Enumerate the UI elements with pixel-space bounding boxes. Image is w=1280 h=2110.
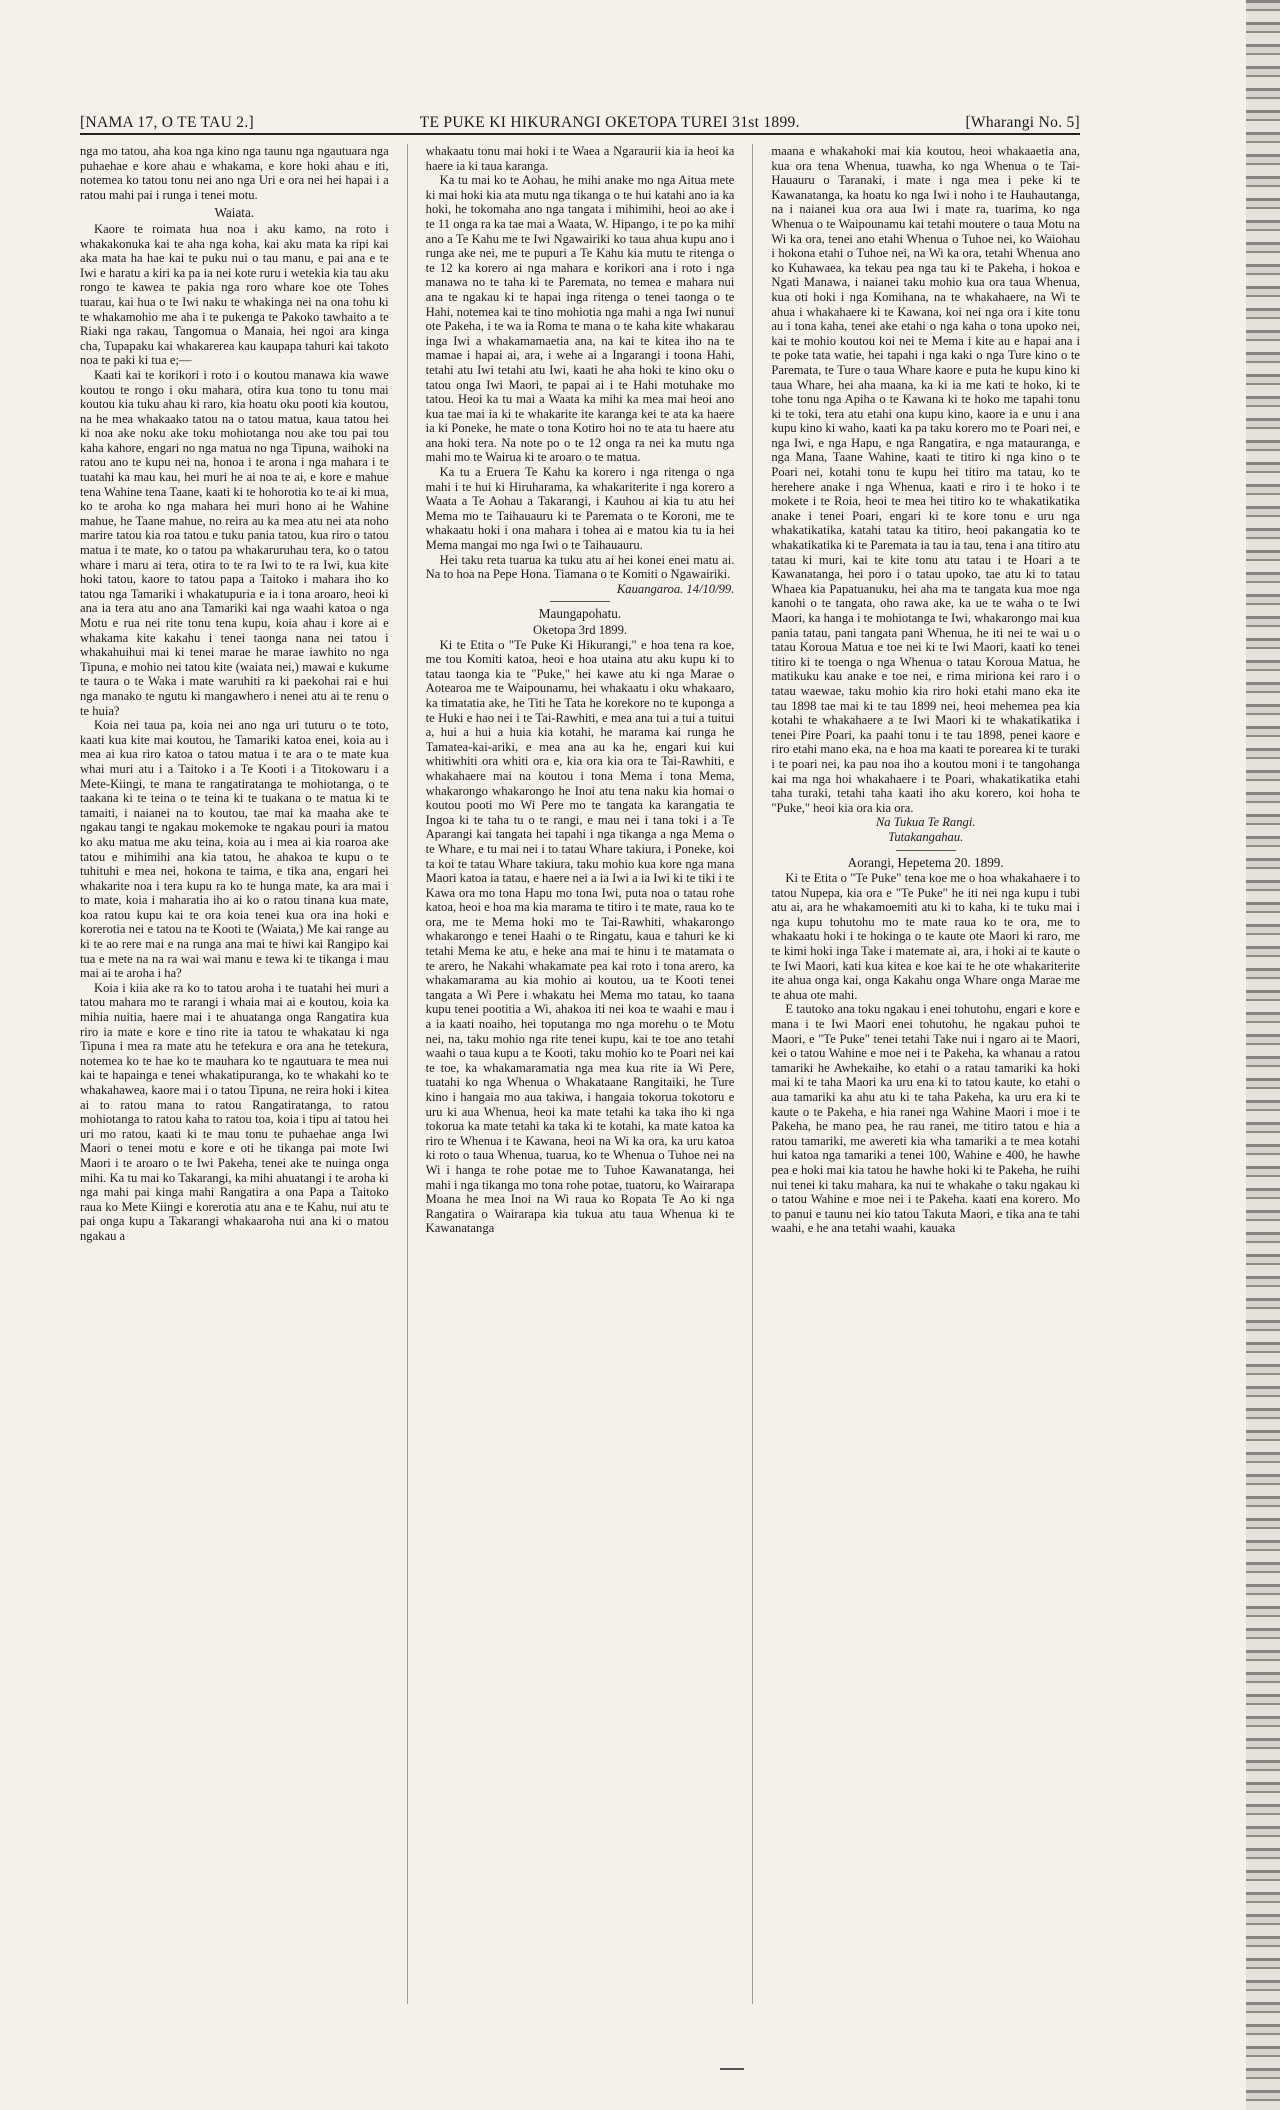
section-heading: Maungapohatu. (538, 606, 622, 622)
column-2 (426, 144, 735, 2004)
section-heading: Aorangi, Hepetema 20. 1899. (847, 854, 1004, 870)
dateline: Kauangaroa. 14/10/99. (616, 581, 735, 596)
paragraph: maana e whakahoki mai kia koutou, heoi whakaaetia ana, kua ora tena Whenua, tuawha, ko nga Whenua o te Tai-Hauauru o Taranaki, i mate i nga mea i peke ki te Kawanatanga, ka hoatu ko nga Iwi i noho i te Hauhautanga, na i naianei kua ora aua Iwi i mate ra, tuarima, ko nga Whenua o te Waipounamu kai tetahi moutere o taua Motu na Wi ka ora, tenei ano etahi Whenua o Tuhoe nei, ko Waiohau i hokona etahi o Tuhoe nei, na Wi ka ora, tetahi Whenua ano ko Kuhawaea, ka tekau pea nga tau ki te Pakeha, i hokoa e Ngati Manawa, i naianei taku mohio kua ora taua Whenua, kua oti hoki i nga Komihana, na te whakahaere, na Wi te ahua i whakahaere ki te Kawana, koi nei nga ora i kite tonu au i tona kaha, tenei ake etahi o nga kaha o tona upoko nei, kai te mohio koutou koi nei te Mema i kite au e hapai ana i te poke tata watie, hei tapahi i nga kaki o nga Ture kino o te Paremata, te Ture o taua Whare kaore e puta he kupu kino ki taua Whare, hei aha maana, ka ki ia me kati te hoko, ki te tohe tonu nga Apiha o te Kawana ki te hoko me tapahi tonu ki te toki, tera atu etahi ona kupu kino, kaore ia e unu i ana kupu kino ki waho, kaati ka pa taku korero mo te Poari nei, e nga Iwi, e nga Hapu, e nga Rangatira, e nga matauranga, e nga Mana, Taane Wahine, kaati te titiro ki nga kino o te Poari nei, kotahi tonu te kupu hei titiro ma tatau, ko te herehere anake i nga Whenua, kaati e riro i te hoko i te mokete i te Roia, heoi te mea hei titiro ko te whakatikatika anake i tenei Poari, engari ki te kore tonu e uru nga whakatikatika, katahi tatau ka titiro, heoi pakangatia ko te whakatikatika ki te Paremata ia tau ia tau, tena i ana titiro atu tatau ki muri, kai te kite tonu atu tatau i te Hoari a te Kawanatanga, hei poro i o tatau upoko, tae atu ki to tatau Whaea kia Papatuanuku, hei aha ma te tangata kua moe nga kanohi o te tangata, oho rawa ake, ka ue te waha o te Iwi Maori, ka hanga i te mohiotanga te Iwi, whakarongo mai kua pania tatau, pani tangata pani Whenua, he iti nei te wai u o tatau Koroua Matua e toe nei ki te Iwi Maori, kaati ko tenei titiro ki te toenga o nga Whenua o tatau Koroua Matua, he matikuku kau anake e toe nei, e rima miriona kei raro i o tatau waewae, taku mohio kia riro hoki etahi mano eka ite tau 1898 tae mai ki te tau 1899 nei, heoi mehemea pea kia kotahi te whakahaere a te Iwi Maori ki te whakatikatika i tenei Pire Poari, ka paahi tonu i te tau 1898, penei kaore e riro etahi mano eka, na e hoa ma kaati te porearea ki te turaki i te poari nei, ka pau noa iho a koutou moni i te tangohanga kai ma nga hoi whakahaere i te Poari, whakatikatika etahi taha turaki, tetahi taha kaati iho aku korero, koi hoha te "Puke," heoi kia ora kia ora. (771, 144, 1081, 815)
column-1 (80, 144, 389, 2004)
paragraph: Kaati kai te korikori i roto i o koutou manawa kia wawe koutou te rongo i oku mahara, otira kua tono tu tonu mai koutou kia tuku ahau ki raro, kia hoatu oku pooti kia koutou, na he mea whakaako tatou na o tatou matua, kaua tatou hei ki noa ake noku ake toku mohiotanga nou ake tou pai tou kaha kahore, engari no nga matua no nga Tipuna, waihoki na ratou ano te kupu nei na, honoa i te arona i nga mahara i te tuatahi ka mau kau, hei muri he ai noa te ai, e kore e mahue tena Wahine tena Taane, kaati ki te hohorotia ko te ai ki mua, ko te aroha ko nga mahara hei muri hono ai he Wahine mahue, he Taane mahue, no reira au ka mea atu nei ata noho marire tatou kia roa tatou e tuku pania tatou, kua riro o tatou matua i te mate, ko o tatou pa whakaruruhau tera, ko o tatou whare i maru ai tera, otira to te ra Iwi to te ra Iwi, kua kite hoki tatou, kaore to tatou papa a Taitoko i mahara iho ko tatou nga Tamariki i whakatupuria e ia i tona aroaro, heoi ki ana ia tera atu ano ana Tamariki kai nga waahi katoa o nga Motu e rua nei rite tonu tena kupu, koia ahau i kore ai e whakama kite kakahu i tenei taonga nana nei tatou i whakahuihui mai ki tenei marae he marae iawhito no nga Tipuna, e mohio nei tatou kite (waiata nei,) mawai e kukume te taura o te Waka i mate waruhiti ra ki paekohai rai e hui nga manako te ngutu ki mangawhero i nenei atu ai te renu o te huia? (80, 367, 389, 718)
column-divider (752, 144, 753, 2004)
column-divider (407, 144, 408, 2004)
scan-edge (1246, 0, 1280, 2110)
footer-mark (720, 2068, 744, 2070)
paragraph: Ki te Etita o "Te Puke Ki Hikurangi," e hoa tena ra koe, me tou Komiti katoa, heoi e hoa utaina atu aku kupu ki to tatau taonga kia te "Puke," hei kawe atu ki nga Marae o Aotearoa me te Waipounamu, hei whakaatu i oku whakaaro, ka timatatia ake, he Titi he Tata he korekore no te kuponga a te Huki e hao nei i te Tai-Rawhiti, e mea ana tui a tui a tuitui a, hui a hui a huia kia kotahi, he marama kai runga he Tamatea-kai-ariki, e mea ana au ka he, engari kui kui whitiwhiti ora whiti ora e, kia ora kia ora te Tai-Rawhiti, e whakahaere mai na koutou i tona Mema i tona Mema, whakarongo whakarongo he Inoi atu tena naku kia homai o koutou pooti mo Wi Pere mo te tangata ka karangatia te Ingoa ki te taha tu o te rangi, e mau nei i tana toki i a Te Aparangi kai tangata hei tapahi i nga tikanga a nga Mema o te Whare, e tu mai nei i to tatau Whare takiura, i Poneke, koi ta koi te tatau Whare takiura, taku mohio kua kore nga mana Maori katoa ia tatau, e haere nei a ia Iwi a ia Iwi ki te tiki i te Kawa ora mo tona Hapu mo tona Iwi, puta noa o tatau rohe katoa, heoi e hoa ma kia marama te titiro i te mate, raua ko te ora, me te Mema hoki mo te Tai-Rawhiti, whakarongo whakarongo e tenei Haahi o te Ringatu, kaua e tahuri ke ki tetahi Mema ke atu, e heke ana mai te hinu i te matamata o te arero, he Nakahi whakamate pea kai roto i tona arero, ka whakamarama au kia mohio ai koutou, ua te Kooti tenei tangata a Wi Pere i whakatu hei Mema mo tatau, ko taana kupu tenei pootitia a Wi, ahakoa iti nei koa te waahi e mau i a ia kaati noaiho, hei toputanga mo nga morehu o te Motu nei, na, taku mohio nga rite tenei kupu, kai te toe ano tetahi waahi o taua kupu a te Kooti, taku mohio ko te Poari nei kai te toe, ka whakamaramatia nga mea kua rite ia Wi Pere, tuatahi ko nga Whenua o Whakataane Rangitaiki, he Ture kino i hangaia mo aua takiwa, i hangaia tokorua tokotoru e uru ki aua Whenua, heoi ka mate tetahi ka taka iho ki nga tokorua ka mate tetahi ka taka ki te kotahi, ka mate katoa ka riro te Whenua i te Kawana, heoi na Wi ka ora, ka uru katoa ki roto o taua Whenua, tuarua, ko te Whenua o Tuhoe nei na Wi i hanga te rohe potae me to Tuhoe Kawanatanga, hei mahi i nga tikanga mo tona rohe potae, tuatoru, ko Wairarapa Moana he mea Inoi na Wi raua ko Ropata Te Ao ki nga Rangatira o Wairarapa kia tukua atu taua Whenua ki te Kawanatanga (425, 637, 735, 1236)
paragraph: Kaore te roimata hua noa i aku kamo, na roto i whakakonuka kai te aha nga koha, kai aku mata ka ripi kai aka mata ha hae kai te puku nui o tau manu, e pai ana e te Iwi e haratu a kiri ka pa ia nei kote ruru i wetekia kia tau aku rongo te kawea te pakia nga roro whare koe ote Tohes tuarau, kai hua o te Iwi naku te whakinga nei na ona tohu ki te whakamohio me aha i te pukenga te Pakoko tawhaito a te Riaki nga rakau, Tangomua o Manaia, hei ngoi ara kinga cha, Tupapaku kai whakarerea kau kaupapa tahuri kai takoto noa te paki ki tua e;— (80, 221, 389, 368)
paragraph: Ka tu a Eruera Te Kahu ka korero i nga ritenga o nga mahi i te hui ki Hiruharama, ka whakariterite i nga korero a Waata a Te Aohau a Takarangi, i Kauhou ai kia tu atu hei Mema mo te Taihauauru ki te Paremata o te Koroni, me te whakaatu hoki i ona mahara i tohea ai e matou kia tu ia hei Mema mangai mo nga Iwi o te Taihauauru. (425, 465, 735, 553)
paragraph: Ka tu mai ko te Aohau, he mihi anake mo nga Aitua mete ki mai hoki kia ata mutu nga tikanga o te hui katahi ano ia ka hoki, he tokomaha ano nga tangata i mihimihi, heoi ao ake i te 11 onga ra ka tae mai a Waata, W. Hipango, i te po ka mihi ano a Te Kahu me te Iwi Ngawairiki ko taua ahua kupu ano i runga ake nei, me te pupuri a Te Kahu kia mutu te ritenga o te 12 ka korero ai nga mahara e korikori ana i roto i nga manawa no te taha ki te Paremata, no temea e mahara nui ana te ngakau ki te hapai inga ritenga o tenei taonga o te Hahi, notemea kai te tino mohiotia nga mahi a nga Iwi nunui ote Pakeha, i te wa ia Roma te mana o te kaha kite whakarau inga Iwi a whakamamaetia ana, na kai te kitea iho na te mamae i hapai ai, ara, i wehe ai a Ingarangi i toona Hahi, tetahi atu Iwi tetahi atu Iwi, kaati he aha hoki te kino oku o tatou onga Iwi Maori, te papai ai i te Hahi motuhake mo tatou. Heoi ka tu mai a Waata ka mihi ka mea mai heoi ano kua tae mai ia ki te whakarite ite karanga kei te ata ka haere ia ki Poneke, he mate o tona Kotiro hoi no te ata tu haere atu ana hoki tera. Na note po o te 12 onga ra nei ka mutu nga mahi mo te Wairua ki te aroaro o te matua. (425, 173, 735, 465)
signature-place: Tutakangahau. (888, 829, 964, 844)
header-rule (80, 133, 1080, 135)
paragraph: E tautoko ana toku ngakau i enei tohutohu, engari e kore e mana i te Iwi Maori enei tohutohu, he ngakau puhoi te Maori, e "Te Puke" tenei tetahi Take nui i ngaro ai te Maori, kei o tatou Wahine e moe nei i te Pakeha, ka whanau a ratou tamariki he Awhekaihe, ko etahi o a ratau tamariki ka hoki mai ki te taha Maori ka uru ena ki to tatou kaute, ko etahi o aua tamariki ka ahu atu ki te taha Pakeha, ka uru era ki te kaute o te Pakeha, e hia ranei nga Wahine Maori i moe i te Pakeha, he mano pea, he rau ranei, me titiro tatou e hia a ratou tamariki, me awereti kia wha tamariki a te mea kotahi hui katoa nga tamariki a tenei 100, Wahine e 400, he hawhe pea e hoki mai kia tatou he hawhe hoki ki te Pakeha, he ruihi nui tenei ki taku mahara, ka nui te whakahe o taku ngakau ki o tatou Wahine e moe nei i te Pakeha. kaati ena korero. Mo to panui e taunu nei kio tatou Takuta Maori, e tika ana te tahi waahi, e he ana tetahi waahi, kauaka (771, 1002, 1081, 1236)
text-columns (80, 144, 1080, 2004)
newspaper-title: TE PUKE KI HIKURANGI OKETOPA TUREI 31st 1899. (419, 114, 800, 131)
page-header (80, 106, 1080, 132)
section-date: Oketopa 3rd 1899. (532, 623, 628, 637)
paragraph: nga mo tatou, aha koa nga kino nga taunu nga ngautuara nga puhaehae e kore ahau e whakama, e kore hoki ahau e iti, notemea ko tatou tonu nei ano nga Uri e ora nei hei hapai i a ratou mahi pai i runga i tenei motu. (80, 144, 389, 202)
paragraph: Koia i kiia ake ra ko to tatou aroha i te tuatahi hei muri a tatou mahara mo te rarangi i whaia mai ai e koutou, koia ka mihia nuitia, haere mai i te ahuatanga onga Rangatira kua riro ia mate e kore e tino rite ia tatou te whakatau ki nga Tipuna i mea ra mate atu he tetekura e ora ana he tetekura, notemea ko te hae ko te mauhara ko te ngautuara te mea nui kai te hapainga e tenei whakatipuranga, ko te whakahi ko te whakahawea, kaore mai i o tatou Tipuna, ne reira hoki i kitea ai to ratou mana to ratou Rangatiratanga, to ratou mohiotanga to ratou kaha to ratou toa, koia i tipu ai tatou hei uri mo ratou, kaati ki te mau tonu te puhaehae anga Iwi Maori o tenei motu e kore e oti he tikanga pai mote Iwi Maori i te aroaro o te Iwi Pakeha, tenei ake te nuinga onga mihi. Ka tu mai ko Takarangi, ka mihi ahuatangi i te aroha ki nga mahi pai kinga mahi Rangatira a ona Papa a Taitoko raua ko Mete Kiingi e korerotia atu ana e te Kahu, nui atu te pai onga kupu a Takarangi whakaaroha nui ana ki o matou ngakau a (80, 980, 389, 1243)
paragraph: Ki te Etita o "Te Puke" tena koe me o hoa whakahaere i to tatou Nupepa, kia ora e "Te Puke" he iti nei nga kupu i tubi atu ai, ara he whakamoemiti atu ki to kaha, ki te tuku mai i nga kupu tohutohu mo te mate raua ko te ora, me to whakaatu hoki i te hokinga o te kaute ote Maori ki raro, me te kimi hoki inga Take i matemate ai, ara, i hoki ai te kaute o te Iwi Maori, kati kua kitea e koe kai te he ote whakariterite ite ahua onga kai, onga Kakahu onga Whare onga Marae me te ahua ote mahi. (771, 871, 1081, 1002)
paragraph: Hei taku reta tuarua ka tuku atu ai hei konei enei matu ai. Na to hoa na Pepe Hona. Tiamana o te Komiti o Ngawairiki. (425, 552, 735, 582)
column-3 (771, 144, 1080, 2004)
page-number: [Wharangi No. 5] (965, 114, 1080, 131)
issue-number: [NAMA 17, O TE TAU 2.] (80, 114, 254, 131)
section-divider (896, 850, 956, 851)
paragraph: whakaatu tonu mai hoki i te Waea a Ngaraurii kia ia heoi ka haere ia ki taua karanga. (425, 144, 735, 173)
section-heading: Waiata. (214, 205, 255, 221)
signature: Na Tukua Te Rangi. (875, 815, 976, 830)
paragraph: Koia nei taua pa, koia nei ano nga uri tuturu o te toto, kaati kua kite mai koutou, he Tamariki katoa enei, koia au i mea ai kua riro katoa o tatou matua i te ara o te mate kua whai muri atu i a Taitoko i a Te Kooti i a Titokowaru i a Mete-Kiingi, te mana te rangatiratanga te mohiotanga, o te taakana ki te teina o te teina ki te tuakana o te matua ki te tamaiti, i naianei na to koutou, tae mai ka maaha ake te ngakau tangi te ngakau mokemoke te ngakau pouri ia matou ko aku matua me aku teina, koia au i mea ai kia roaroa ake tatou e mihimihi ana kia tatou, he ahakoa te kupu o te tuhituhi e mea nei, hokona te taima, e tika ana, engari hei whakarite noa i tera kupu ra ko te hunga mate, ka ara mai i to mate, koia i maharatia iho ai ko o ratou tinana kua mate, koa ratou kupu kai te ora koia tenei kua ora ina hoki e korerotia nei e tatou na te Kooti te (Waiata,) Me kai range au ki te ao rere mai e na runga ana mai te hiwi kai Rangipo kai tua e mete na na ra wai wai manu e tewa ki te tikanga i mau mai ai te aroha i ha? (80, 718, 389, 981)
section-divider (550, 601, 610, 602)
